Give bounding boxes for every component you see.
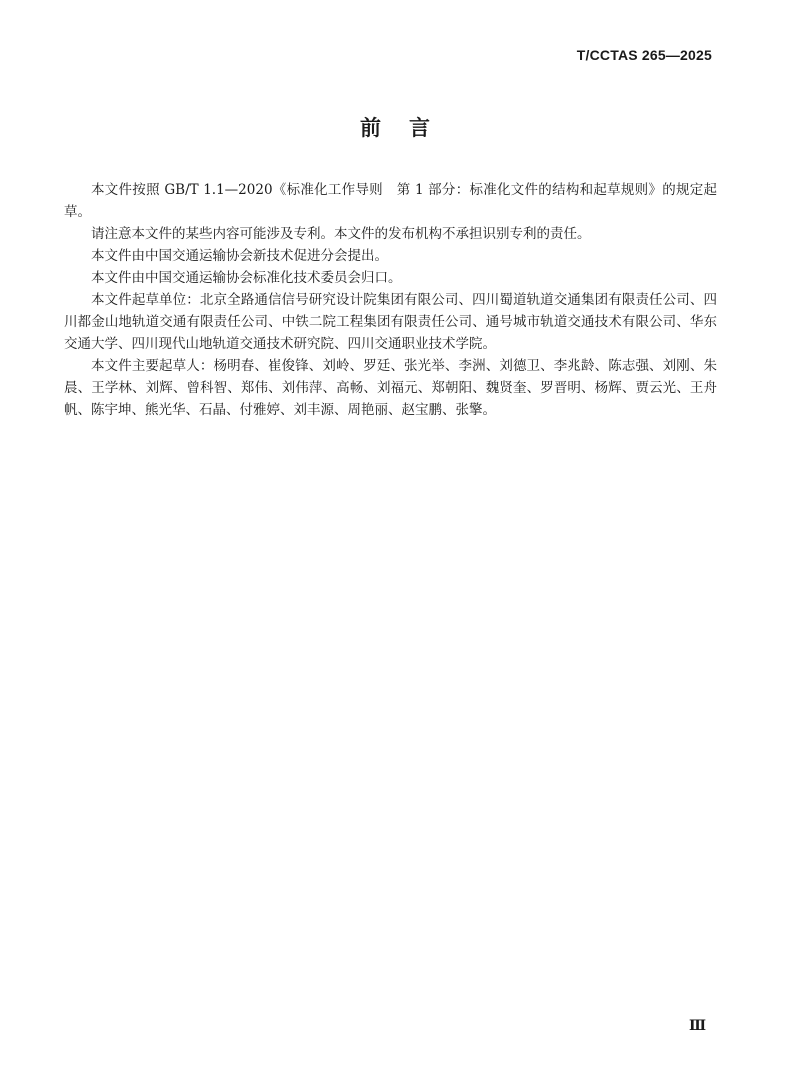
foreword-body <box>64 179 717 421</box>
paragraph-main-drafters: 本文件主要起草人：杨明春、崔俊锋、刘岭、罗廷、张光举、李洲、刘德卫、李兆龄、陈志强、刘刚、朱晨、王学林、刘辉、曾科智、郑伟、刘伟萍、高畅、刘福元、郑朝阳、魏贤奎、罗晋明、杨辉、贾云光、王舟帆、陈宇坤、熊光华、石晶、付雅婷、刘丰源、周艳丽、赵宝鹏、张擎。 <box>64 358 717 418</box>
paragraph-drafting-units: 本文件起草单位：北京全路通信信号研究设计院集团有限公司、四川蜀道轨道交通集团有限责任公司、四川都金山地轨道交通有限责任公司、中铁二院工程集团有限责任公司、通号城市轨道交通技术有限公司、华东交通大学、四川现代山地轨道交通技术研究院、四川交通职业技术学院。 <box>64 292 717 352</box>
paragraph-drafting-rules: 本文件按照 GB/T 1.1—2020《标准化工作导则 第 1 部分：标准化文件的结构和起草规则》的规定起草。 <box>64 182 717 220</box>
document-id: T/CCTAS 265—2025 <box>576 47 712 63</box>
page-title: 前言 <box>360 116 458 140</box>
paragraph-proposer: 本文件由中国交通运输协会新技术促进分会提出。 <box>91 248 388 264</box>
paragraph-patent-notice: 请注意本文件的某些内容可能涉及专利。本文件的发布机构不承担识别专利的责任。 <box>91 226 591 242</box>
paragraph-centralized-by: 本文件由中国交通运输协会标准化技术委员会归口。 <box>91 270 402 286</box>
page-number: Ⅲ <box>688 1019 706 1034</box>
